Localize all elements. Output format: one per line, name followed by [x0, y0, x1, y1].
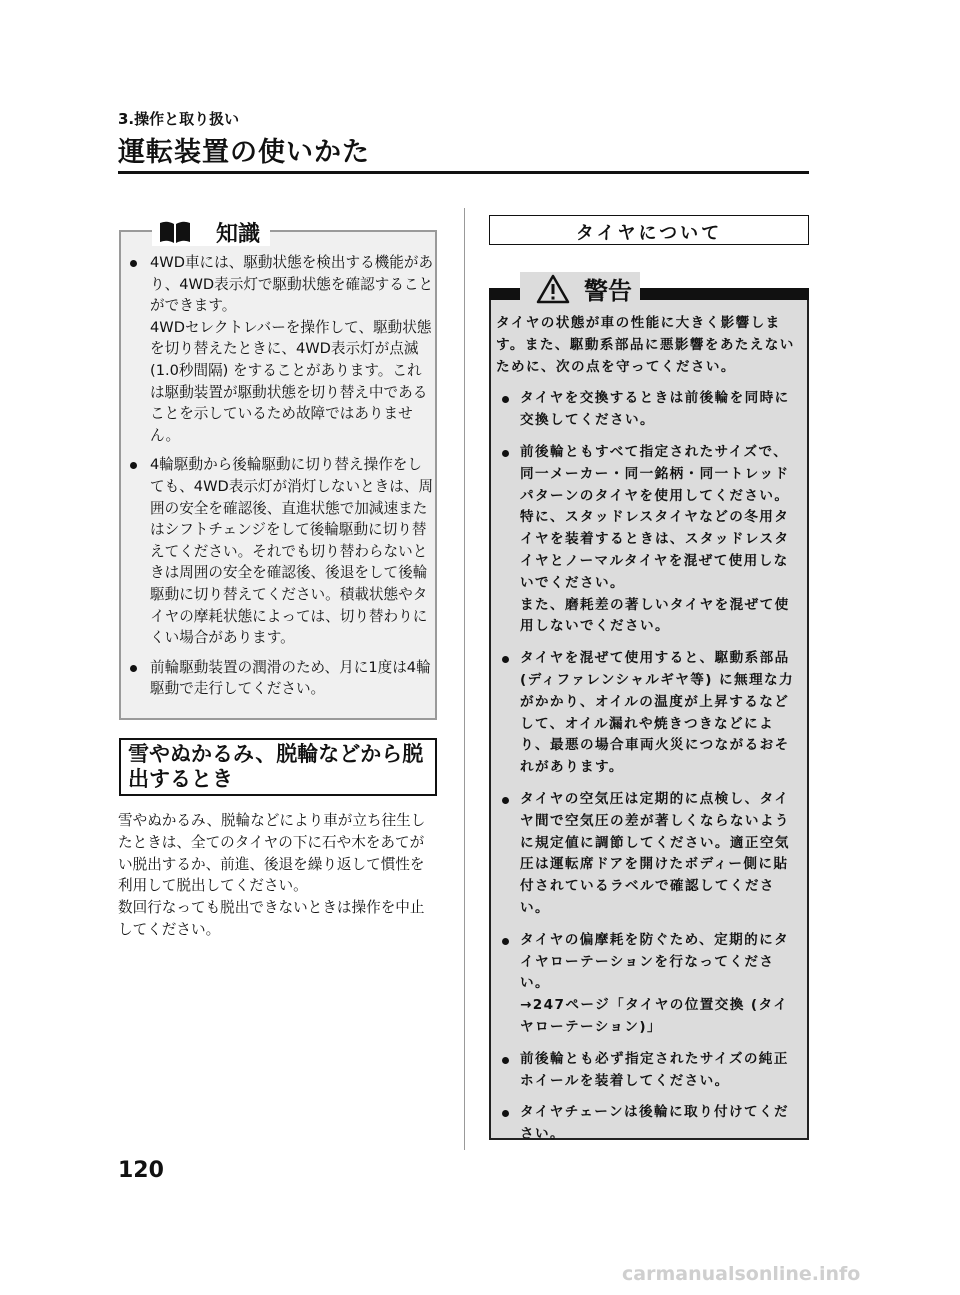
bullet-icon — [502, 1057, 509, 1064]
page-number: 120 — [118, 1158, 164, 1183]
knowledge-list — [128, 252, 434, 708]
list-item — [128, 252, 434, 446]
book-icon — [158, 220, 192, 244]
bullet-icon — [502, 797, 509, 804]
list-item — [496, 442, 801, 638]
bullet-icon — [502, 396, 509, 403]
section-label: 3.操作と取り扱い — [118, 110, 240, 128]
item-text: 4輪駆動から後輪駆動に切り替え操作をしても、4WD表示灯が消灯しないときは、周囲の安全を確認後、直進状態で加減速またはシフトチェンジをして後輪駆動に切り替えてください。それでも切り替わらないときは周囲の安全を確認後、後退をして後輪駆動に切り替えてください。積載状態やタイヤの摩耗状態によっては、切り替わりにくい場合があります。 — [150, 456, 434, 647]
warning-triangle-icon — [536, 274, 570, 304]
bullet-icon — [502, 450, 509, 457]
list-item — [496, 388, 801, 432]
snow-body — [118, 810, 438, 941]
item-text: 前後輪ともすべて指定されたサイズで、同一メーカー・同一銘柄・同一トレッドパターンのタイヤを使用してください。 — [520, 443, 790, 504]
bullet-icon — [130, 462, 137, 469]
warning-intro: タイヤの状態が車の性能に大きく影響します。また、駆動系部品に悪影響をあたえないために、次の点を守ってください。 — [496, 315, 795, 375]
list-item — [496, 930, 801, 1039]
item-text: 4WDセレクトレバーを操作して、駆動状態を切り替えたときに、4WD表示灯が点滅 (1.0秒間隔) をすることがあります。これは駆動装置が駆動状態を切り替え中であることを示しているため故障ではありません。 — [150, 318, 432, 444]
bullet-icon — [502, 938, 509, 945]
column-divider — [464, 208, 465, 1150]
paragraph: 雪やぬかるみ、脱輪などにより車が立ち往生したときは、全てのタイヤの下に石や木をあてがい脱出するか、前進、後退を繰り返して慣性を利用して脱出してください。 — [118, 812, 426, 895]
item-text: タイヤを交換するときは前後輪を同時に交換してください。 — [520, 390, 790, 429]
list-item — [496, 1049, 801, 1093]
bullet-icon — [502, 1110, 509, 1117]
warning-body — [496, 313, 801, 1146]
tire-heading: タイヤについて — [575, 223, 723, 244]
item-text: また、磨耗差の著しいタイヤを混ぜて使用しないでください。 — [520, 596, 790, 635]
bullet-icon — [130, 665, 137, 672]
bullet-icon — [502, 656, 509, 663]
item-text: 前後輪とも必ず指定されたサイズの純正ホイールを装着してください。 — [520, 1050, 789, 1089]
item-text: 前輪駆動装置の潤滑のため、月に1度は4輪駆動で走行してください。 — [150, 658, 431, 698]
snow-heading: 雪やぬかるみ、脱輪などから脱出するとき — [128, 742, 424, 791]
item-text: タイヤを混ぜて使用すると、駆動系部品 (ディファレンシャルギヤ等) に無理な力がかかり、オイルの温度が上昇するなどして、オイル漏れや焼きつきなどにより、最悪の場合車両火災につながるおそれがあります。 — [520, 650, 794, 776]
page-title: 運転装置の使いかた — [118, 137, 370, 168]
watermark: carmanualsonline.info — [622, 1263, 861, 1285]
list-item — [496, 789, 801, 920]
item-text: タイヤの偏摩耗を防ぐため、定期的にタイヤローテーションを行なってください。 — [520, 931, 790, 992]
list-item — [496, 1102, 801, 1146]
item-text: 4WD車には、駆動状態を検出する機能があり、4WD表示灯で駆動状態を確認することができます。 — [150, 254, 434, 315]
item-text: タイヤチェーンは後輪に取り付けてください。 — [520, 1104, 789, 1143]
knowledge-title: 知識 — [216, 222, 261, 247]
list-item — [496, 648, 801, 779]
item-text: タイヤの空気圧は定期的に点検し、タイヤ間で空気圧の差が著しくならないように規定値に調節してください。適正空気圧は運転席ドアを開けたボディー側に貼付されているラベルで確認してください。 — [520, 790, 790, 916]
list-item — [128, 657, 434, 700]
list-item — [128, 454, 434, 648]
page-reference-link[interactable]: →247ページ「タイヤの位置交換 (タイヤローテーション)」 — [520, 997, 789, 1035]
title-rule — [118, 171, 809, 174]
warning-title: 警告 — [584, 277, 632, 305]
item-text: 特に、スタッドレスタイヤなどの冬用タイヤを装着するときは、スタッドレスタイヤとノーマルタイヤを混ぜて使用しないでください。 — [520, 509, 790, 591]
paragraph: 数回行なっても脱出できないときは操作を中止してください。 — [118, 899, 425, 938]
bullet-icon — [130, 260, 137, 267]
